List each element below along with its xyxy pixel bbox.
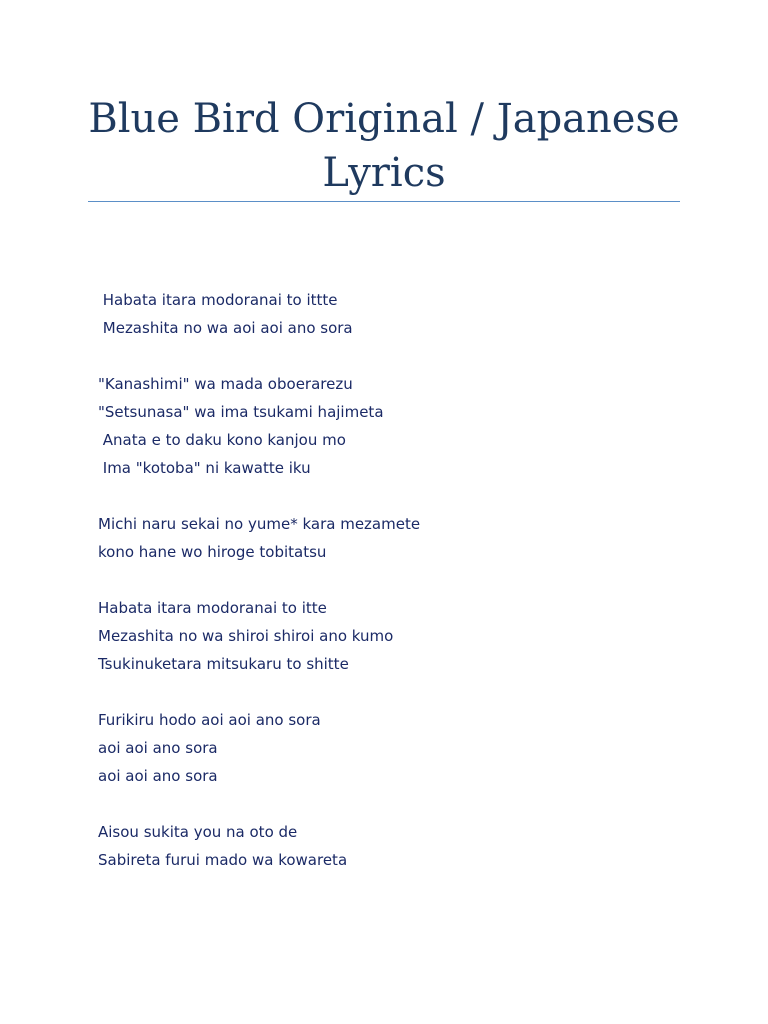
stanza <box>98 706 678 790</box>
lyric-line: kono hane wo hiroge tobitatsu <box>98 543 327 561</box>
lyric-line: Mezashita no wa shiroi shiroi ano kumo <box>98 627 394 645</box>
lyric-line: "Kanashimi" wa mada oboerarezu <box>98 375 353 393</box>
stanza <box>98 818 678 874</box>
lyric-line: Sabireta furui mado wa kowareta <box>98 851 348 869</box>
lyric-line: Mezashita no wa aoi aoi ano sora <box>98 319 353 337</box>
lyric-line: Furikiru hodo aoi aoi ano sora <box>98 711 321 729</box>
page-title: Blue Bird Original / Japanese Lyrics <box>88 96 680 196</box>
lyrics-body <box>98 286 678 902</box>
stanza <box>98 370 678 482</box>
lyric-line: aoi aoi ano sora <box>98 767 218 785</box>
lyric-line: Tsukinuketara mitsukaru to shitte <box>98 655 349 673</box>
stanza <box>98 286 678 342</box>
lyric-line: Michi naru sekai no yume* kara mezamete <box>98 515 421 533</box>
stanza <box>98 510 678 566</box>
stanza <box>98 594 678 678</box>
lyric-line: "Setsunasa" wa ima tsukami hajimeta <box>98 403 384 421</box>
title-divider <box>88 201 680 202</box>
lyric-line: Ima "kotoba" ni kawatte iku <box>98 459 311 477</box>
lyric-line: Habata itara modoranai to ittte <box>98 291 338 309</box>
lyric-line: aoi aoi ano sora <box>98 739 218 757</box>
lyric-line: Anata e to daku kono kanjou mo <box>98 431 346 449</box>
lyric-line: Habata itara modoranai to itte <box>98 599 327 617</box>
lyric-line: Aisou sukita you na oto de <box>98 823 298 841</box>
